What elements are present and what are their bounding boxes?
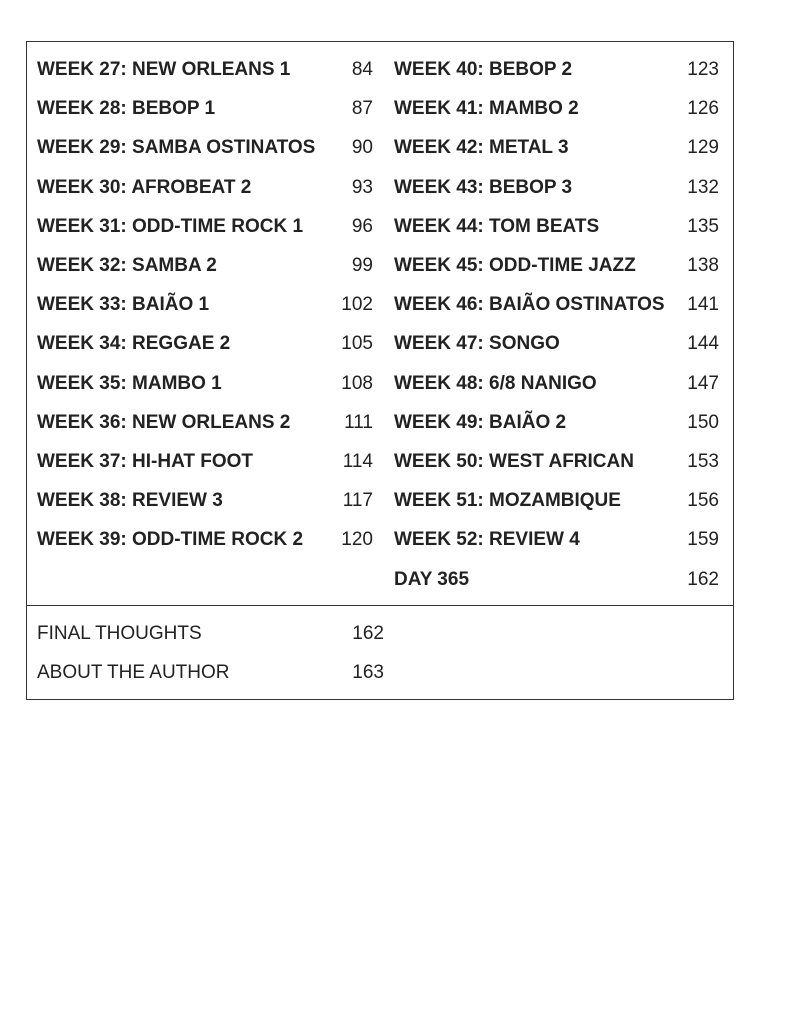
toc-entry: [37, 215, 373, 239]
toc-entry: [37, 97, 373, 121]
toc-entry-page-number: 147: [687, 372, 719, 394]
toc-entry-title: WEEK 39: ODD-TIME ROCK 2: [37, 529, 304, 551]
toc-entry-title: WEEK 41: MAMBO 2: [394, 98, 579, 120]
toc-entry-page-number: 117: [342, 490, 373, 512]
toc-entry-page-number: 90: [351, 137, 373, 159]
toc-entry-page-number: 153: [687, 451, 719, 472]
toc-entry-page-number: 129: [687, 137, 719, 159]
toc-entry: [37, 661, 384, 685]
toc-entry-page-number: 105: [341, 333, 373, 355]
toc-entry-page-number: 162: [687, 568, 719, 590]
toc-entry: [394, 332, 719, 356]
toc-entry-page-number: 163: [352, 661, 384, 683]
toc-entry: [394, 136, 719, 160]
toc-entry-title: WEEK 44: TOM BEATS: [394, 215, 600, 237]
toc-entry-title: WEEK 34: REGGAE 2: [37, 333, 231, 355]
toc-entry-title: ABOUT THE AUTHOR: [37, 661, 230, 683]
toc-entry: [37, 372, 373, 396]
toc-entry-title: WEEK 46: BAIÃO OSTINATOS: [394, 294, 665, 316]
toc-entry-title: DAY 365: [394, 568, 470, 590]
toc-entry-title: WEEK 52: REVIEW 4: [394, 529, 580, 551]
toc-entry-title: WEEK 49: BAIÃO 2: [394, 411, 567, 433]
toc-entry-title: WEEK 43: BEBOP 3: [394, 176, 573, 198]
toc-entry-title: WEEK 33: BAIÃO 1: [37, 294, 210, 316]
toc-entry-page-number: 84: [351, 59, 373, 80]
toc-entry-page-number: 93: [351, 176, 373, 198]
toc-entry: [394, 528, 719, 552]
toc-entry: [394, 293, 719, 317]
toc-entry-page-number: 138: [687, 255, 719, 276]
toc-entry-title: WEEK 29: SAMBA OSTINATOS: [37, 137, 316, 159]
toc-entry-page-number: 132: [687, 176, 719, 198]
toc-entry: [37, 58, 373, 82]
toc-entry-page-number: 159: [687, 529, 719, 551]
toc-entry: [394, 372, 719, 396]
toc-entry: [394, 176, 719, 200]
toc-entry-title: WEEK 31: ODD-TIME ROCK 1: [37, 215, 304, 237]
toc-entry-page-number: 120: [341, 529, 373, 551]
toc-entry: [394, 58, 719, 82]
toc-entry-page-number: 144: [687, 333, 719, 355]
toc-entry: [394, 489, 719, 513]
toc-entry-title: WEEK 50: WEST AFRICAN: [394, 451, 634, 472]
toc-entry: [394, 215, 719, 239]
toc-entry: [37, 136, 373, 160]
toc-entry: [37, 411, 373, 435]
toc-entry: [394, 97, 719, 121]
toc-entry-page-number: 102: [341, 294, 373, 316]
toc-entry-title: WEEK 36: NEW ORLEANS 2: [37, 411, 291, 433]
toc-entry-title: WEEK 27: NEW ORLEANS 1: [37, 59, 291, 80]
toc-entry-title: FINAL THOUGHTS: [37, 623, 202, 644]
toc-entry-title: WEEK 47: SONGO: [394, 333, 560, 355]
toc-entry: [37, 622, 384, 646]
toc-entry: [394, 411, 719, 435]
toc-entry: [37, 293, 373, 317]
toc-entry-page-number: 135: [687, 215, 719, 237]
toc-entry-title: WEEK 38: REVIEW 3: [37, 490, 223, 512]
toc-entry-title: WEEK 48: 6/8 NANIGO: [394, 372, 597, 394]
toc-entry: [37, 332, 373, 356]
toc-entry-title: WEEK 45: ODD-TIME JAZZ: [394, 255, 636, 276]
toc-entry-title: WEEK 51: MOZAMBIQUE: [394, 490, 621, 512]
toc-entry-page-number: 96: [351, 215, 373, 237]
toc-entry: [37, 176, 373, 200]
toc-entry-title: WEEK 35: MAMBO 1: [37, 372, 222, 394]
section-divider: [27, 605, 733, 606]
table-of-contents: [26, 41, 734, 700]
toc-entry-page-number: 99: [351, 255, 373, 276]
toc-entry-page-number: 114: [342, 451, 373, 472]
toc-entry-title: WEEK 37: HI-HAT FOOT: [37, 451, 254, 472]
toc-entry-page-number: 126: [687, 98, 719, 120]
toc-entry: [37, 254, 373, 278]
toc-entry-title: WEEK 40: BEBOP 2: [394, 59, 573, 80]
toc-entry: [37, 528, 373, 552]
toc-entry-page-number: 111: [344, 411, 373, 433]
toc-entry: [37, 450, 373, 474]
toc-entry: [394, 254, 719, 278]
toc-entry-page-number: 141: [687, 294, 719, 316]
toc-entry-title: WEEK 42: METAL 3: [394, 137, 569, 159]
toc-entry-title: WEEK 32: SAMBA 2: [37, 255, 217, 276]
toc-entry-title: WEEK 30: AFROBEAT 2: [37, 176, 252, 198]
toc-entry: [37, 489, 373, 513]
toc-entry-page-number: 156: [687, 490, 719, 512]
toc-entry-page-number: 123: [687, 59, 719, 80]
toc-entry-title: WEEK 28: BEBOP 1: [37, 98, 216, 120]
toc-entry-page-number: 108: [341, 372, 373, 394]
toc-entry: [394, 568, 719, 592]
toc-entry-page-number: 87: [351, 98, 373, 120]
toc-entry: [394, 450, 719, 474]
toc-entry-page-number: 150: [687, 411, 719, 433]
toc-entry-page-number: 162: [352, 623, 384, 644]
